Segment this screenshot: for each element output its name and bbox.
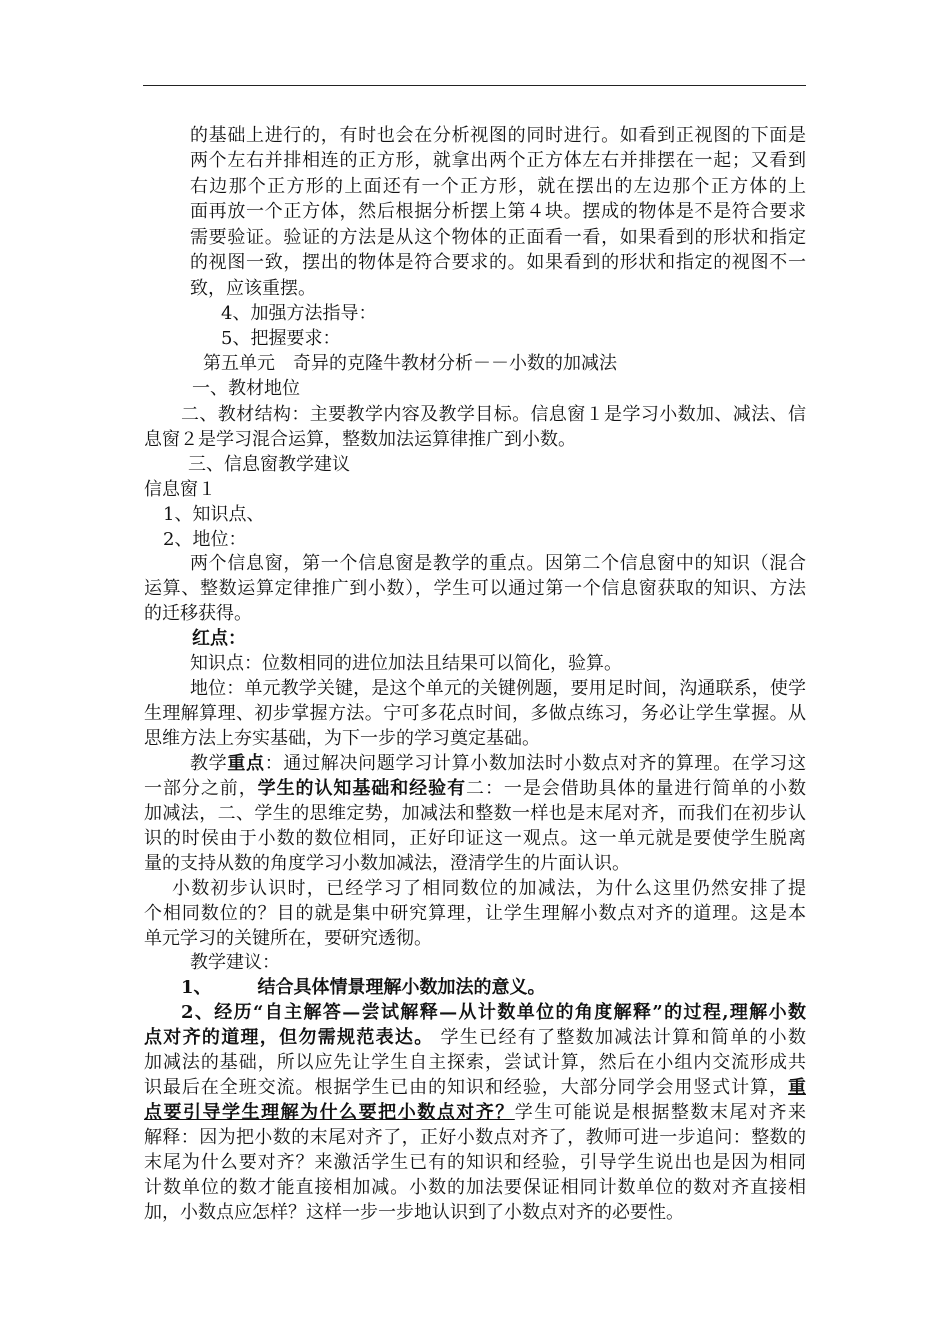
- text-line: 末尾为什么要对齐？来激活学生已有的知识和经验，引导学生说出也是因为相同: [144, 1152, 806, 1173]
- text-line: [144, 1076, 806, 1100]
- info-window-1: 信息窗１: [144, 479, 216, 500]
- focus-bold-text: 学生的认知基础和经验有: [257, 778, 467, 799]
- text-line: 思维方法上夯实基础，为下一步的学习奠定基础。: [144, 728, 540, 749]
- section-3: 三、信息窗教学建议: [188, 454, 350, 475]
- advice-item-1-text: 结合具体情景理解小数加法的意义。: [257, 977, 546, 998]
- focus-text: 一部分之前，: [144, 778, 258, 799]
- text-line: 计数单位的数才能直接相加减。小数的加法要保证相同计数单位的数对齐直接相: [144, 1177, 806, 1198]
- focus-line-1: [190, 752, 806, 776]
- text-line: 面再放一个正方体，然后根据分析摆上第４块。摆成的物体是不是符合要求: [190, 201, 806, 222]
- focus-text: ：通过解决问题学习计算小数加法时小数点对齐的算理。在学习这: [264, 753, 806, 774]
- advice-bold-text: 点对齐的道理，但勿需规范表达。: [144, 1027, 434, 1048]
- section-2-line-2: 息窗２是学习混合运算，整数加法运算律推广到小数。: [144, 429, 576, 450]
- text-line: 单元学习的关键所在，要研究透彻。: [144, 928, 432, 949]
- advice-text: 学生已经有了整数加减法计算和简单的小数: [433, 1027, 806, 1048]
- text-line: 加减法的基础，所以应先让学生自主探索，尝试计算，然后在小组内交流形成共: [144, 1052, 806, 1073]
- text-line: 两个信息窗，第一个信息窗是教学的重点。因第二个信息窗中的知识（混合: [190, 553, 806, 574]
- focus-text: 二：一是会借助具体的量进行简单的小数: [466, 778, 807, 799]
- red-point-heading: 红点：: [192, 628, 246, 649]
- unit-title: 第五单元 奇异的克隆牛教材分析－－小数的加减法: [203, 353, 617, 374]
- item-4: 4、加强方法指导：: [221, 303, 377, 324]
- text-line: 的基础上进行的，有时也会在分析视图的同时进行。如看到正视图的下面是: [190, 125, 806, 146]
- text-line: 加减法，二、学生的思维定势，加减法和整数一样也是末尾对齐，而我们在初步认: [144, 803, 806, 824]
- advice-item-2-line-2: [144, 1026, 806, 1050]
- advice-item-1-number: 1、: [181, 977, 212, 998]
- header-rule: [143, 85, 806, 86]
- position-label: 2、地位：: [163, 529, 247, 550]
- text-line: 加，小数点应怎样？这样一步一步地认识到了小数点对齐的必要性。: [144, 1202, 684, 1223]
- text-line: [144, 1101, 806, 1125]
- knowledge-point-label: 1、知识点、: [163, 504, 265, 525]
- focus-prefix: 教学: [190, 753, 228, 774]
- advice-heading: 教学建议：: [190, 952, 280, 973]
- emphasis-underlined: 重: [788, 1077, 806, 1098]
- text-line: 识的时侯由于小数的数位相同，正好印证这一观点。这一单元就是要使学生脱离: [144, 828, 806, 849]
- focus-line-2: [144, 777, 806, 801]
- text-line: 小数初步认识时，已经学习了相同数位的加减法，为什么这里仍然安排了提: [172, 878, 806, 899]
- text-line: 运算、整数运算定律推广到小数），学生可以通过第一个信息窗获取的知识、方法: [144, 578, 806, 599]
- text-line: 解释：因为把小数的末尾对齐了，正好小数点对齐了，教师可进一步追问：整数的: [144, 1127, 806, 1148]
- text-line: 的迁移获得。: [144, 603, 252, 624]
- text-line: 地位：单元教学关键，是这个单元的关键例题，要用足时间，沟通联系，使学: [190, 678, 806, 699]
- text-line: 量的支持从数的角度学习小数加减法，澄清学生的片面认识。: [144, 853, 630, 874]
- advice-text: 学生可能说是根据整数末尾对齐来: [514, 1102, 807, 1123]
- text-line: 右边那个正方形的上面还有一个正方形，就在摆出的左边那个正方体的上: [190, 176, 806, 197]
- section-2-line-1: 二、教材结构：主要教学内容及教学目标。信息窗１是学习小数加、减法、信: [181, 404, 806, 425]
- item-5: 5、把握要求：: [221, 328, 341, 349]
- advice-item-2-line-1: 2、经历“自主解答—尝试解释—从计数单位的角度解释”的过程,理解小数: [181, 1002, 806, 1023]
- text-line: 两个左右并排相连的正方形，就拿出两个正方体左右并排摆在一起；又看到: [190, 150, 806, 171]
- text-line: 的视图一致，摆出的物体是符合要求的。如果看到的形状和指定的视图不一: [190, 252, 806, 273]
- text-line: 个相同数位的？目的就是集中研究算理，让学生理解小数点对齐的道理。这是本: [144, 903, 806, 924]
- advice-text: 识最后在全班交流。根据学生已由的知识和经验，大部分同学会用竖式计算，: [144, 1077, 788, 1098]
- section-1: 一、教材地位: [192, 378, 300, 399]
- knowledge-line: 知识点：位数相同的进位加法且结果可以简化，验算。: [190, 653, 622, 674]
- text-line: 致，应该重摆。: [190, 278, 316, 299]
- focus-keyword: 重点: [227, 753, 265, 774]
- text-line: 生理解算理、初步掌握方法。宁可多花点时间，多做点练习，务必让学生掌握。从: [144, 703, 806, 724]
- text-line: 需要验证。验证的方法是从这个物体的正面看一看，如果看到的形状和指定: [190, 227, 806, 248]
- advice-item-1: [181, 976, 546, 1000]
- emphasis-underlined: 点要引导学生理解为什么要把小数点对齐？: [144, 1102, 515, 1123]
